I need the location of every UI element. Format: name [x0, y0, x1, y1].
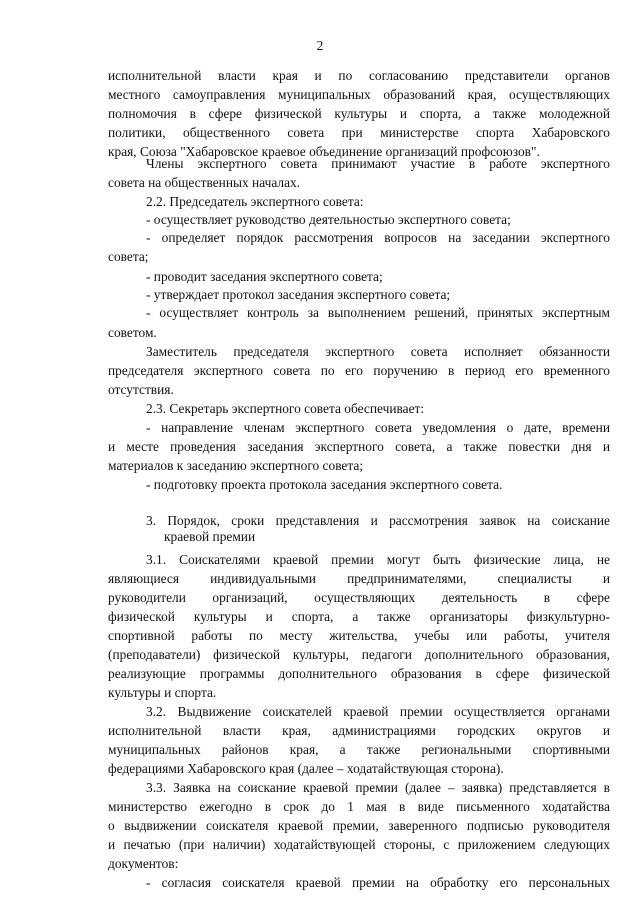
text-line: руководители организаций, осуществляющих деятельность в сфере	[108, 590, 610, 605]
list-item: - проводит заседания экспертного совета;	[146, 269, 383, 284]
text-line: и печатью (при наличии) ходатайствующей стороны, с приложением следующих	[108, 837, 610, 852]
text-line: полномочия в сфере физической культуры и спорта, а также молодежной	[108, 106, 610, 121]
section-heading: 3. Порядок, сроки представления и рассмотрения заявок на соискание	[146, 513, 610, 528]
list-item: - осуществляет контроль за выполнением решений, принятых экспертным	[146, 305, 610, 320]
text-line: края, Союза "Хабаровское краевое объединение организаций профсоюзов".	[108, 144, 540, 159]
text-line: 2.3. Секретарь экспертного совета обеспечивает:	[146, 401, 425, 416]
list-item: - утверждает протокол заседания экспертного совета;	[146, 287, 451, 302]
text-line: материалов к заседанию экспертного совета;	[108, 458, 364, 473]
text-line: реализующие программы дополнительного образования в сфере физической	[108, 666, 610, 681]
text-line: исполнительной власти края, администрациями городских округов и	[108, 723, 610, 738]
text-line: исполнительной власти края и по согласованию представители органов	[108, 68, 610, 83]
list-item: - согласия соискателя краевой премии на обработку его персональных	[146, 875, 610, 890]
text-line: отсутствия.	[108, 382, 174, 397]
text-line: 3.3. Заявка на соискание краевой премии (далее – заявка) представляется в	[146, 780, 610, 795]
section-heading: краевой премии	[164, 529, 256, 544]
list-item: - направление членам экспертного совета уведомления о дате, времени	[146, 420, 610, 435]
list-item: - осуществляет руководство деятельностью экспертного совета;	[146, 212, 511, 227]
text-line: местного самоуправления муниципальных образований края, осуществляющих	[108, 87, 610, 102]
text-line: председателя экспертного совета по его поручению в период его временного	[108, 363, 610, 378]
text-line: 3.2. Выдвижение соискателей краевой премии осуществляется органами	[146, 704, 610, 719]
text-line: являющиеся индивидуальными предпринимателями, специалисты и	[108, 571, 610, 586]
text-line: 2.2. Председатель экспертного совета:	[146, 194, 364, 209]
text-line: 3.1. Соискателями краевой премии могут быть физические лица, не	[146, 552, 610, 567]
text-line: (преподаватели) физической культуры, педагоги дополнительного образования,	[108, 647, 610, 662]
list-item: - подготовку проекта протокола заседания экспертного совета.	[146, 477, 503, 492]
text-line: совета на общественных началах.	[108, 175, 301, 190]
text-line: спортивной работы по месту жительства, учебы или работы, учителя	[108, 628, 610, 643]
text-line: Заместитель председателя экспертного совета исполняет обязанности	[146, 344, 610, 359]
text-line: министерство ежегодно в срок до 1 мая в виде письменного ходатайства	[108, 799, 610, 814]
text-line: культуры и спорта.	[108, 685, 217, 700]
text-line: о выдвижении соискателя краевой премии, заверенного подписью руководителя	[108, 818, 610, 833]
page-number: 2	[316, 38, 324, 53]
text-line: совета;	[108, 249, 149, 264]
text-line: физической культуры и спорта, а также организаторы физкультурно-	[108, 609, 610, 624]
list-item: - определяет порядок рассмотрения вопросов на заседании экспертного	[146, 230, 610, 245]
text-line: и месте проведения заседания экспертного совета, а также повестки дня и	[108, 439, 610, 454]
text-line: федерациями Хабаровского края (далее – ходатайствующая сторона).	[108, 761, 504, 776]
text-line: политики, общественного совета при министерстве спорта Хабаровского	[108, 125, 610, 140]
text-line: Члены экспертного совета принимают участие в работе экспертного	[146, 156, 610, 171]
text-line: муниципальных районов края, а также региональными спортивными	[108, 742, 610, 757]
text-line: документов:	[108, 856, 179, 871]
text-line: советом.	[108, 325, 157, 340]
